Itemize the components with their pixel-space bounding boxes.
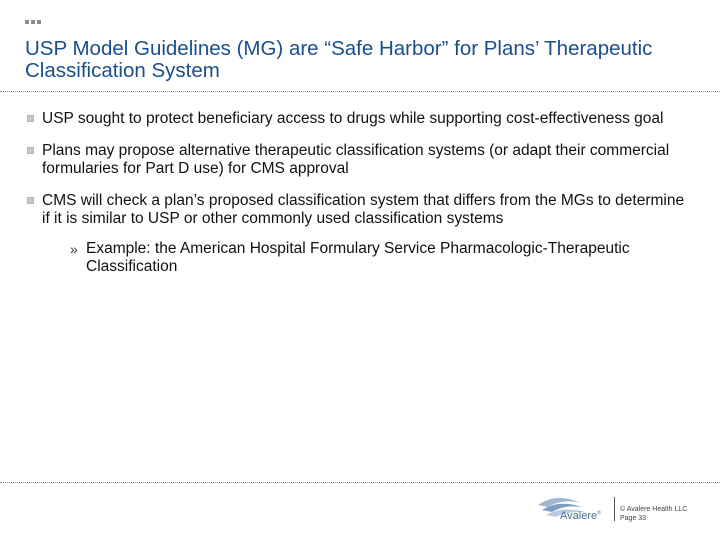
bullet-list xyxy=(25,110,695,290)
bullet-item xyxy=(25,110,695,128)
bullet-text: USP sought to protect beneficiary access to drugs while supporting cost-effectiveness goal xyxy=(42,110,664,127)
title-divider xyxy=(0,91,720,92)
corner-dots-decoration xyxy=(25,20,41,24)
bullet-item xyxy=(25,192,695,276)
page-number: Page 33 xyxy=(620,515,647,522)
logo-wordmark xyxy=(560,510,601,522)
footer-divider xyxy=(0,482,720,483)
copyright-text: © Avalere Health LLC xyxy=(620,506,688,513)
square-bullet-icon xyxy=(27,197,34,204)
bullet-text: Plans may propose alternative therapeutic classification systems (or adapt their commercial formularies for Part D use) for CMS approval xyxy=(42,142,670,177)
footer-separator xyxy=(614,497,615,521)
sub-bullet-item xyxy=(42,240,695,276)
square-bullet-icon xyxy=(27,115,34,122)
sub-bullet-text: Example: the American Hospital Formulary Service Pharmacologic-Therapeutic Classification xyxy=(86,240,630,275)
footer-info xyxy=(620,505,687,523)
logo-text: Avalere xyxy=(560,510,598,522)
bullet-text: CMS will check a plan’s proposed classification system that differs from the MGs to determine if it is similar to USP or other commonly used classification systems xyxy=(42,192,685,227)
page-title: USP Model Guidelines (MG) are “Safe Harbor” for Plans’ Therapeutic Classification System xyxy=(25,37,653,82)
logo-registered-mark: ® xyxy=(597,510,601,517)
square-bullet-icon xyxy=(27,147,34,154)
double-chevron-icon: » xyxy=(70,241,78,257)
bullet-item xyxy=(25,142,695,178)
